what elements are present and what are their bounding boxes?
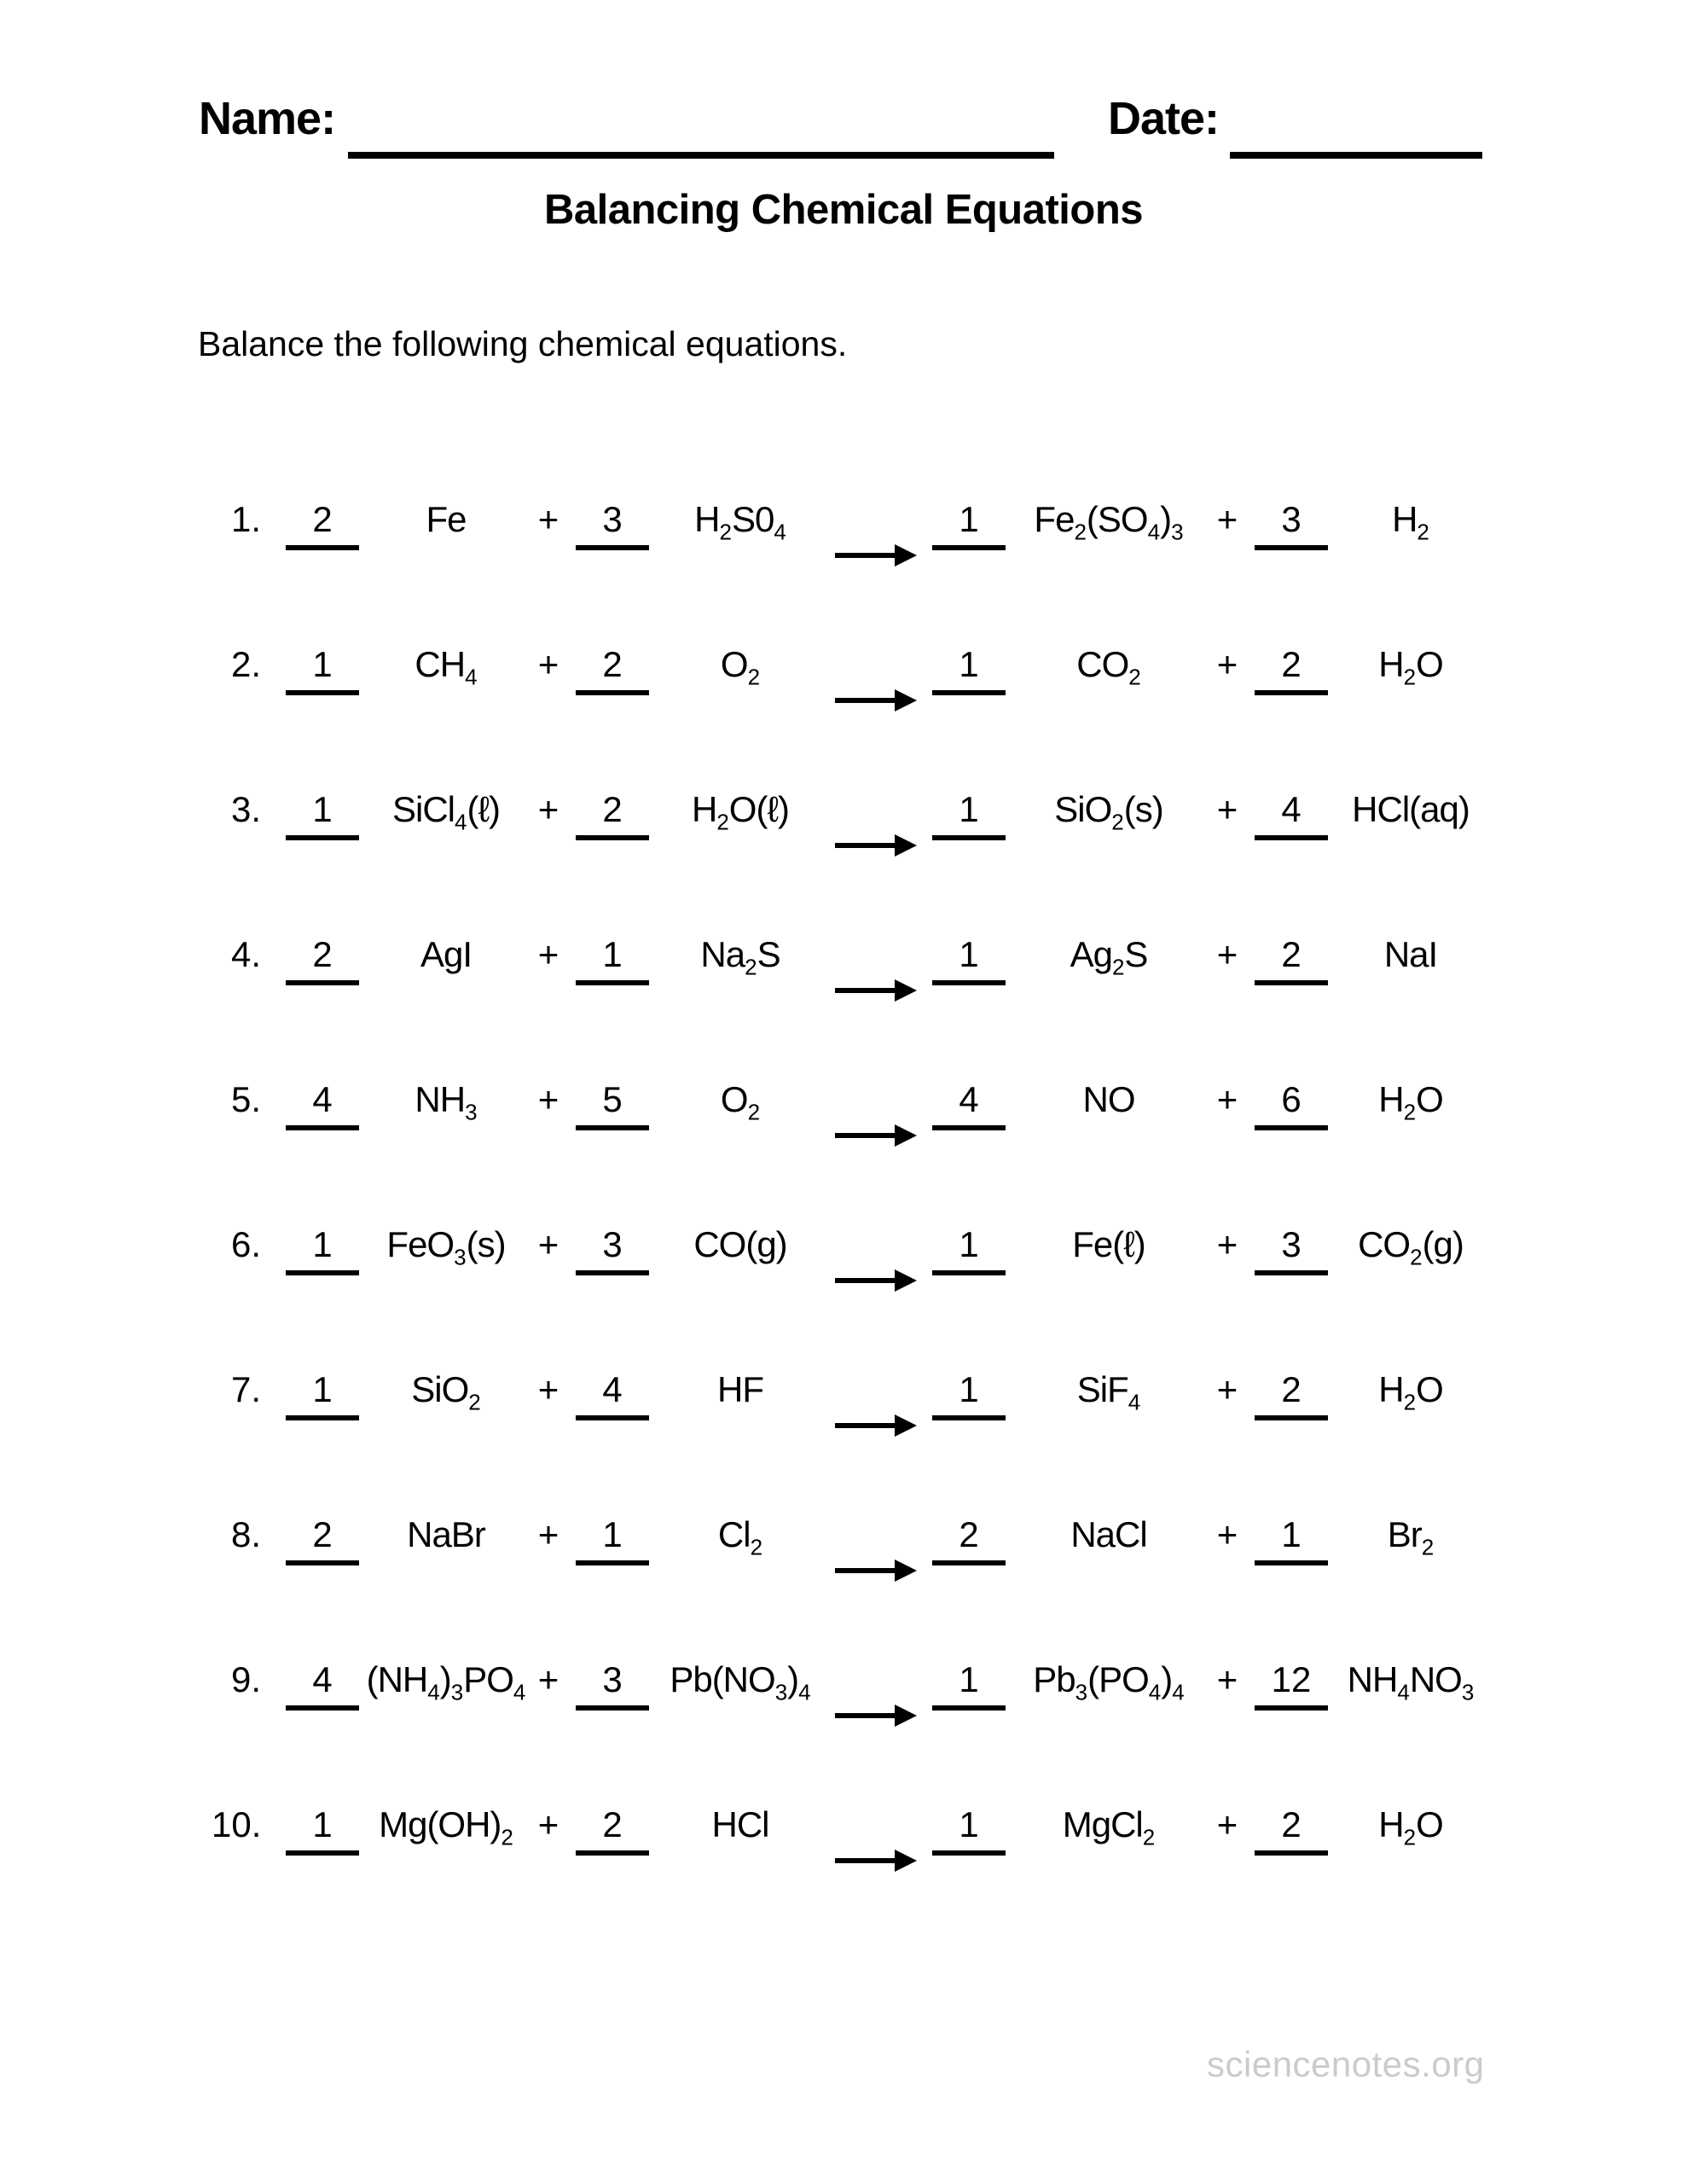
coefficient-value: 3 xyxy=(1281,1224,1301,1264)
plus-sign: + xyxy=(1216,934,1238,974)
chemical-formula: HCl xyxy=(711,1804,769,1844)
coefficient-blank xyxy=(1249,499,1334,550)
equation-number: 3. xyxy=(230,789,261,829)
long-right-arrow-icon xyxy=(826,1268,926,1293)
plus-sign: + xyxy=(1216,1369,1238,1409)
chemical-formula: SiO$_2$ xyxy=(411,1369,481,1415)
chemical-formula: $H_2O(\ell)$ xyxy=(691,789,790,835)
chemical-formula: MgCl$_2$ xyxy=(1062,1804,1156,1850)
coefficient-value: 4 xyxy=(959,1079,979,1119)
chemical-formula: SiF$_4$ xyxy=(1076,1369,1141,1415)
plus-sign: + xyxy=(537,1224,559,1264)
coefficient-line xyxy=(576,1369,649,1420)
coefficient-line xyxy=(576,789,649,840)
equation-row xyxy=(212,456,1487,601)
coefficient-value: 1 xyxy=(312,1804,333,1844)
coefficient-value: 1 xyxy=(959,934,979,974)
coefficient-blank xyxy=(280,1659,365,1711)
equation-number: 6. xyxy=(230,1224,261,1264)
chemical-formula: FeO$_3$(s) xyxy=(386,1224,506,1270)
plus-sign: + xyxy=(1216,499,1238,539)
equations-list xyxy=(212,456,1487,1907)
coefficient-blank xyxy=(570,1514,655,1565)
chemical-formula: Fe xyxy=(426,499,467,539)
coefficient-value: 1 xyxy=(959,499,979,539)
coefficient-blank xyxy=(570,644,655,695)
coefficient-line xyxy=(1255,1369,1328,1420)
coefficient-line xyxy=(286,644,359,695)
plus-sign: + xyxy=(1216,1659,1238,1699)
coefficient-value: 2 xyxy=(312,934,333,974)
coefficient-value: 2 xyxy=(959,1514,979,1554)
chemical-formula: $NH_4NO_3$ xyxy=(1347,1659,1475,1705)
coefficient-blank xyxy=(926,934,1012,985)
coefficient-value: 2 xyxy=(1281,1804,1301,1844)
chemical-formula: $H_2$ xyxy=(1392,499,1429,545)
coefficient-line xyxy=(286,1079,359,1130)
coefficient-value: 2 xyxy=(1281,644,1301,684)
coefficient-line xyxy=(576,934,649,985)
long-right-arrow-icon xyxy=(826,1558,926,1583)
plus-sign: + xyxy=(537,1514,559,1554)
coefficient-value: 6 xyxy=(1281,1079,1301,1119)
instruction-text: Balance the following chemical equations. xyxy=(198,324,848,363)
name-underline xyxy=(348,96,1054,159)
chemical-formula: $H_2O$ xyxy=(1378,1369,1443,1415)
coefficient-line xyxy=(932,499,1006,550)
coefficient-value: 5 xyxy=(602,1079,623,1119)
coefficient-line xyxy=(1255,499,1328,550)
chemical-formula: NaBr xyxy=(407,1514,485,1554)
coefficient-line xyxy=(576,499,649,550)
plus-sign: + xyxy=(537,499,559,539)
equation-number: 9. xyxy=(230,1659,261,1699)
plus-sign: + xyxy=(537,1659,559,1699)
coefficient-value: 1 xyxy=(312,1224,333,1264)
coefficient-value: 1 xyxy=(312,789,333,829)
long-right-arrow-icon xyxy=(826,1848,926,1873)
coefficient-line xyxy=(932,934,1006,985)
chemical-formula: $H_2S0_4$ xyxy=(694,499,786,545)
coefficient-line xyxy=(932,644,1006,695)
coefficient-blank xyxy=(1249,1804,1334,1856)
plus-sign: + xyxy=(1216,1804,1238,1844)
chemical-formula: $CO_2$ xyxy=(1076,644,1141,690)
plus-sign: + xyxy=(1216,1224,1238,1264)
chemical-formula: $Fe_2(SO_4)_3$ xyxy=(1034,499,1184,545)
plus-sign: + xyxy=(1216,1514,1238,1554)
chemical-formula: $Cl_2$ xyxy=(717,1514,763,1560)
coefficient-line xyxy=(1255,1659,1328,1711)
chemical-formula: HF xyxy=(717,1369,763,1409)
coefficient-value: 4 xyxy=(312,1079,333,1119)
chemical-formula: $H_2O$ xyxy=(1378,1804,1443,1850)
plus-sign: + xyxy=(537,934,559,974)
coefficient-blank xyxy=(280,1079,365,1130)
coefficient-blank xyxy=(926,1079,1012,1130)
footer-site-text: sciencenotes.org xyxy=(1207,2044,1485,2084)
date-underline xyxy=(1230,96,1482,159)
coefficient-blank xyxy=(280,1804,365,1856)
coefficient-value: 1 xyxy=(959,789,979,829)
coefficient-blank xyxy=(570,499,655,550)
coefficient-line xyxy=(576,1804,649,1856)
coefficient-line xyxy=(1255,934,1328,985)
coefficient-value: 4 xyxy=(602,1369,623,1409)
chemical-formula: $O_2$ xyxy=(720,1079,761,1125)
plus-sign: + xyxy=(537,1369,559,1409)
coefficient-value: 1 xyxy=(602,934,623,974)
chemical-formula: $O_2$ xyxy=(720,644,761,690)
coefficient-value: 4 xyxy=(312,1659,333,1699)
coefficient-value: 2 xyxy=(1281,934,1301,974)
coefficient-line xyxy=(932,1514,1006,1565)
coefficient-blank xyxy=(1249,934,1334,985)
coefficient-line xyxy=(576,1514,649,1565)
coefficient-value: 1 xyxy=(959,1804,979,1844)
coefficient-value: 2 xyxy=(312,1514,333,1554)
coefficient-line xyxy=(286,1804,359,1856)
coefficient-blank xyxy=(926,1369,1012,1420)
chemical-formula: $Br_2$ xyxy=(1387,1514,1435,1560)
coefficient-line xyxy=(932,1804,1006,1856)
coefficient-blank xyxy=(1249,644,1334,695)
coefficient-blank xyxy=(280,1369,365,1420)
long-right-arrow-icon xyxy=(826,543,926,568)
coefficient-line xyxy=(286,789,359,840)
chemical-formula: SiCl$_4$(ℓ) xyxy=(391,789,501,835)
chemical-formula: $Pb(NO_3)_4$ xyxy=(670,1659,811,1705)
coefficient-blank xyxy=(1249,789,1334,840)
coefficient-value: 2 xyxy=(1281,1369,1301,1409)
long-right-arrow-icon xyxy=(826,978,926,1003)
coefficient-value: 2 xyxy=(312,499,333,539)
coefficient-line xyxy=(1255,1079,1328,1130)
coefficient-line xyxy=(286,1369,359,1420)
chemical-formula: $Mg(OH)_2$ xyxy=(379,1804,513,1850)
name-label: Name: xyxy=(199,93,336,144)
chemical-formula: HCl(aq) xyxy=(1352,789,1470,829)
coefficient-value: 3 xyxy=(1281,499,1301,539)
coefficient-blank xyxy=(570,1659,655,1711)
chemical-formula: $H_2O$ xyxy=(1378,644,1443,690)
coefficient-value: 1 xyxy=(312,1369,333,1409)
equation-number: 10. xyxy=(212,1804,262,1844)
coefficient-blank xyxy=(926,1804,1012,1856)
plus-sign: + xyxy=(537,789,559,829)
coefficient-blank xyxy=(570,934,655,985)
coefficient-line xyxy=(1255,1514,1328,1565)
chemical-formula: $CH_4$ xyxy=(415,644,478,690)
chemical-formula: NaI xyxy=(1383,934,1438,974)
coefficient-value: 1 xyxy=(959,1224,979,1264)
chemical-formula: $Pb_3(PO_4)_4$ xyxy=(1033,1659,1185,1705)
equation-row xyxy=(212,746,1487,892)
long-right-arrow-icon xyxy=(826,833,926,858)
coefficient-blank xyxy=(1249,1224,1334,1275)
coefficient-line xyxy=(286,499,359,550)
coefficient-blank xyxy=(926,1514,1012,1565)
coefficient-value: 1 xyxy=(959,1659,979,1699)
coefficient-line xyxy=(1255,1804,1328,1856)
coefficient-blank xyxy=(280,934,365,985)
coefficient-blank xyxy=(570,1224,655,1275)
coefficient-blank xyxy=(280,499,365,550)
coefficient-value: 12 xyxy=(1271,1659,1312,1699)
coefficient-blank xyxy=(570,1369,655,1420)
chemical-formula: $Na_2S$ xyxy=(700,934,780,980)
long-right-arrow-icon xyxy=(826,1413,926,1438)
equation-row xyxy=(212,1472,1487,1617)
coefficient-value: 1 xyxy=(1281,1514,1301,1554)
coefficient-value: 3 xyxy=(602,1659,623,1699)
long-right-arrow-icon xyxy=(826,688,926,713)
coefficient-value: 1 xyxy=(959,644,979,684)
coefficient-line xyxy=(576,1224,649,1275)
coefficient-blank xyxy=(280,789,365,840)
equation-number: 4. xyxy=(230,934,261,974)
coefficient-value: 1 xyxy=(312,644,333,684)
chemical-formula: NO xyxy=(1082,1079,1135,1119)
coefficient-value: 1 xyxy=(602,1514,623,1554)
date-label: Date: xyxy=(1108,93,1220,144)
equation-number: 5. xyxy=(230,1079,261,1119)
coefficient-blank xyxy=(1249,1514,1334,1565)
coefficient-line xyxy=(286,1514,359,1565)
coefficient-line xyxy=(576,1659,649,1711)
long-right-arrow-icon xyxy=(826,1703,926,1728)
equation-number: 8. xyxy=(230,1514,261,1554)
coefficient-blank xyxy=(280,1514,365,1565)
chemical-formula: $H_2O$ xyxy=(1378,1079,1443,1125)
coefficient-line xyxy=(932,1369,1006,1420)
coefficient-value: 2 xyxy=(602,789,623,829)
equation-row xyxy=(212,1037,1487,1182)
coefficient-line xyxy=(1255,1224,1328,1275)
chemical-formula: $(NH_4)_3PO_4$ xyxy=(366,1659,526,1705)
coefficient-blank xyxy=(926,1659,1012,1711)
coefficient-blank xyxy=(1249,1079,1334,1130)
equation-number: 1. xyxy=(230,499,261,539)
coefficient-line xyxy=(932,1079,1006,1130)
coefficient-blank xyxy=(926,1224,1012,1275)
coefficient-line xyxy=(286,1224,359,1275)
plus-sign: + xyxy=(1216,789,1238,829)
equation-row xyxy=(212,892,1487,1037)
chemical-formula: AgI xyxy=(420,934,472,974)
coefficient-line xyxy=(932,1224,1006,1275)
coefficient-blank xyxy=(570,1079,655,1130)
coefficient-blank xyxy=(280,1224,365,1275)
chemical-formula: SiO$_2$(s) xyxy=(1054,789,1163,835)
coefficient-line xyxy=(1255,789,1328,840)
coefficient-blank xyxy=(926,644,1012,695)
chemical-formula: $CO_2(g)$ xyxy=(1358,1224,1464,1270)
equation-number: 7. xyxy=(230,1369,261,1409)
plus-sign: + xyxy=(1216,644,1238,684)
coefficient-blank xyxy=(280,644,365,695)
coefficient-line xyxy=(286,1659,359,1711)
coefficient-value: 3 xyxy=(602,499,623,539)
equation-row xyxy=(212,1327,1487,1472)
coefficient-value: 1 xyxy=(959,1369,979,1409)
chemical-formula: $Ag_2S$ xyxy=(1070,934,1148,980)
equation-row xyxy=(212,1762,1487,1907)
coefficient-blank xyxy=(1249,1659,1334,1711)
coefficient-line xyxy=(576,1079,649,1130)
equation-row xyxy=(212,1182,1487,1327)
page-title: Balancing Chemical Equations xyxy=(543,187,1144,233)
coefficient-line xyxy=(576,644,649,695)
coefficient-value: 3 xyxy=(602,1224,623,1264)
plus-sign: + xyxy=(1216,1079,1238,1119)
coefficient-line xyxy=(932,789,1006,840)
coefficient-blank xyxy=(926,789,1012,840)
equation-row xyxy=(212,601,1487,746)
coefficient-value: 4 xyxy=(1281,789,1301,829)
coefficient-line xyxy=(1255,644,1328,695)
equation-number: 2. xyxy=(230,644,261,684)
coefficient-blank xyxy=(570,1804,655,1856)
chemical-formula: $NH_3$ xyxy=(415,1079,478,1125)
chemical-formula: NaCl xyxy=(1070,1514,1147,1554)
plus-sign: + xyxy=(537,644,559,684)
coefficient-blank xyxy=(926,499,1012,550)
long-right-arrow-icon xyxy=(826,1123,926,1148)
coefficient-value: 2 xyxy=(602,644,623,684)
coefficient-blank xyxy=(570,789,655,840)
coefficient-value: 2 xyxy=(602,1804,623,1844)
coefficient-line xyxy=(286,934,359,985)
coefficient-line xyxy=(932,1659,1006,1711)
plus-sign: + xyxy=(537,1079,559,1119)
coefficient-blank xyxy=(1249,1369,1334,1420)
chemical-formula: CO(g) xyxy=(693,1224,787,1264)
plus-sign: + xyxy=(537,1804,559,1844)
equation-row xyxy=(212,1617,1487,1762)
chemical-formula: Fe(ℓ) xyxy=(1072,1224,1145,1264)
